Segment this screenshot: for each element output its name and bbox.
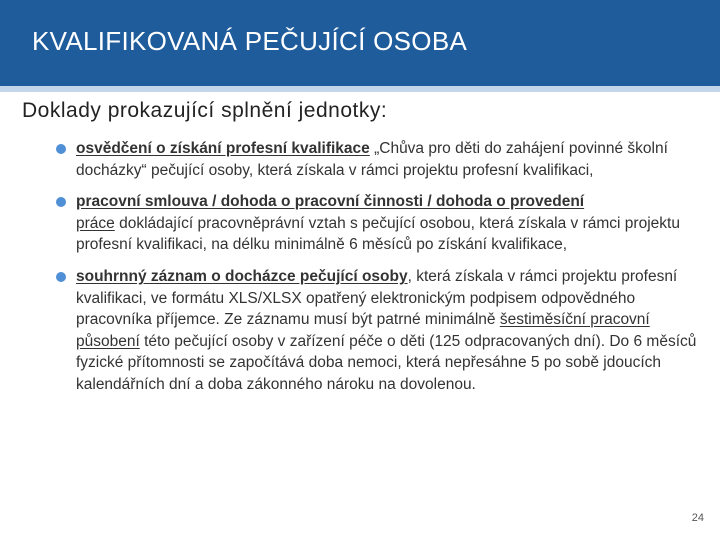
page-number: 24 bbox=[691, 512, 704, 524]
bullet-text: dokládající pracovněprávní vztah s pečující osobou, která získala v rámci projektu profesní kvalifikaci, na délku minimálně 6 měsíců po získání kvalifikace, bbox=[76, 214, 680, 254]
bullet-list bbox=[54, 138, 706, 406]
title-divider bbox=[0, 86, 720, 92]
six-month-employment-link[interactable]: šestiměsíční pracovní působení bbox=[76, 311, 650, 350]
contract-link[interactable]: pracovní smlouva / dohoda o pracovní činnosti / dohoda o provedení bbox=[76, 193, 585, 211]
bullet-item-attendance bbox=[54, 266, 706, 396]
contract-link-continuation[interactable]: práce bbox=[76, 214, 115, 232]
bullet-dot-icon bbox=[56, 197, 66, 207]
bullet-dot-icon bbox=[56, 272, 66, 282]
attendance-record-link[interactable]: souhrnný záznam o docházce pečující osoby bbox=[76, 267, 408, 285]
bullet-item-contract bbox=[54, 191, 706, 256]
slide-title: KVALIFIKOVANÁ PEČUJÍCÍ OSOBA bbox=[32, 26, 468, 56]
bullet-dot-icon bbox=[56, 144, 66, 154]
bullet-item-certificate bbox=[54, 138, 706, 181]
bullet-text: , která získala v rámci projektu profesní kvalifikaci, ve formátu XLS/XLSX opatřený elektronickým podpisem odpovědného pracovníka příjemce. Ze záznamu musí být patrné minimálně bbox=[76, 267, 678, 329]
title-bar bbox=[0, 0, 720, 86]
bullet-text-continued: této pečující osoby v zařízení péče o děti (125 odpracovaných dní). Do 6 měsíců fyzické přítomnosti se započítává doba nemoci, která nepřesáhne 5 po sobě jdoucích kalendářních dní a doba zákonného nároku na dovolenou. bbox=[76, 332, 697, 393]
bullet-text: „Chůva pro děti do zahájení povinné školní docházky“ pečující osoby, která získala v rámci projektu profesní kvalifikaci, bbox=[76, 140, 668, 179]
section-heading: Doklady prokazující splnění jednotky: bbox=[22, 99, 388, 122]
certificate-link[interactable]: osvědčení o získání profesní kvalifikace bbox=[76, 140, 370, 157]
